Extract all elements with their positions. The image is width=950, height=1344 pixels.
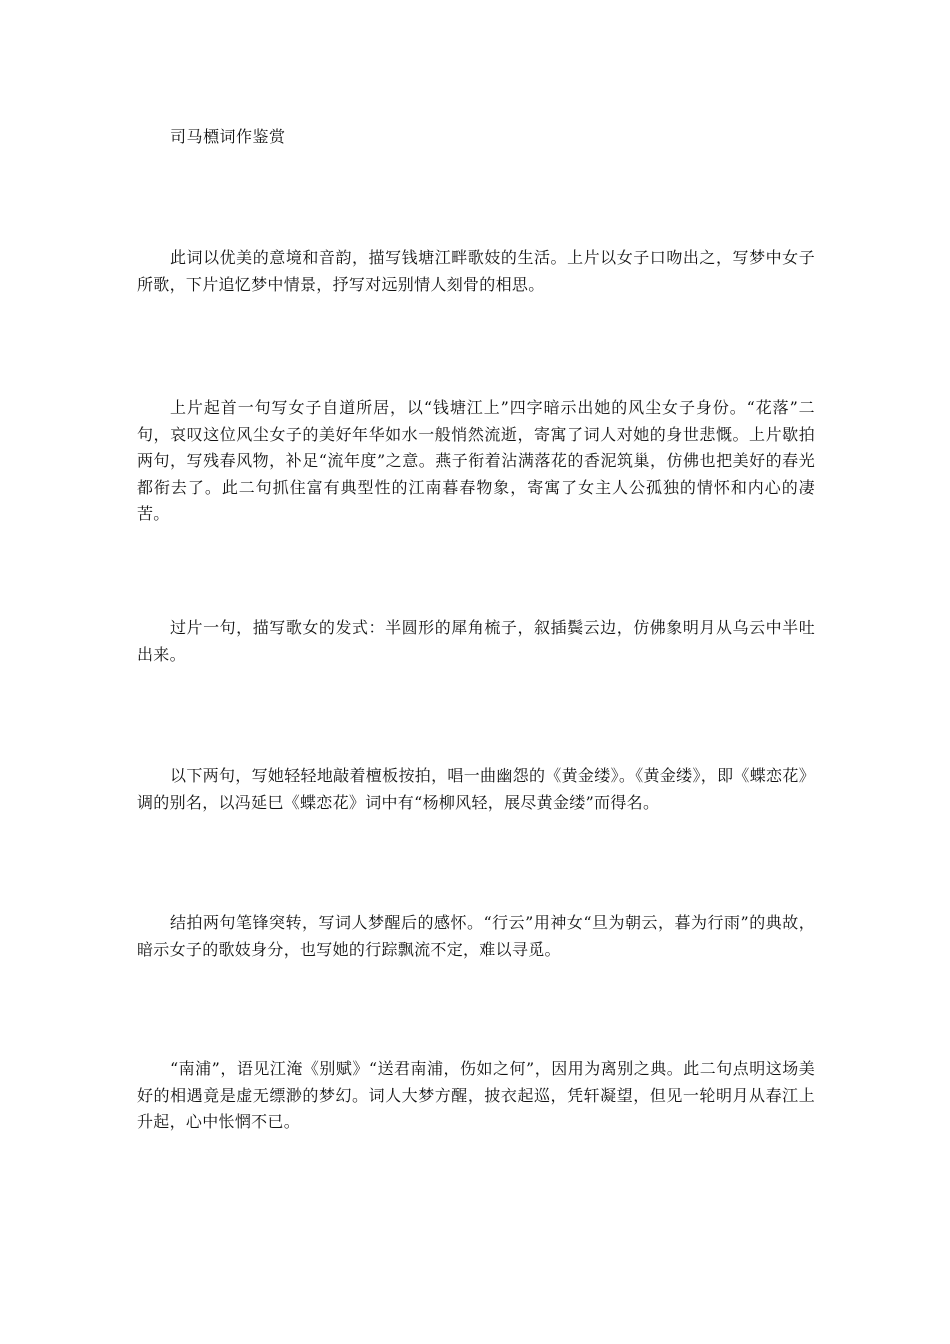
paragraph-nanpu: “南浦”，语见江淹《别赋》“送君南浦，伤如之何”，因用为离别之典。此二句点明这场美好的相遇竟是虚无缥渺的梦幻。词人大梦方醒，披衣起巡，凭轩凝望，但见一轮明月从春江上升起，心中怅惘不已。 [137,1059,815,1131]
paragraph-upper-stanza: 上片起首一句写女子自道所居，以“钱塘江上”四字暗示出她的风尘女子身份。“花落”二句，哀叹这位风尘女子的美好年华如水一般悄然流逝，寄寓了词人对她的身世悲慨。上片歇拍两句，写残春风物，补足“流年度”之意。燕子衔着沾满落花的香泥筑巢，仿佛也把美好的春光都衔去了。此二句抓住富有典型性的江南暮春物象，寄寓了女主人公孤独的情怀和内心的凄苦。 [137,398,815,523]
paragraph-intro: 此词以优美的意境和音韵，描写钱塘江畔歌妓的生活。上片以女子口吻出之，写梦中女子所歌，下片追忆梦中情景，抒写对远别情人刻骨的相思。 [137,248,815,294]
paragraph-ending: 结拍两句笔锋突转，写词人梦醒后的感怀。“行云”用神女“旦为朝云，暮为行雨”的典故，暗示女子的歌妓身分，也写她的行踪飘流不定，难以寻觅。 [137,913,815,959]
paragraph-golden-thread: 以下两句，写她轻轻地敲着檀板按拍，唱一曲幽怨的《黄金缕》。《黄金缕》，即《蝶恋花》调的别名，以冯延巳《蝶恋花》词中有“杨柳风轻，展尽黄金缕”而得名。 [137,766,815,812]
paragraph-transition: 过片一句，描写歌女的发式：半圆形的犀角梳子，叙插鬓云边，仿佛象明月从乌云中半吐出来。 [137,618,815,664]
document-title: 司马槱词作鉴赏 [170,127,286,146]
